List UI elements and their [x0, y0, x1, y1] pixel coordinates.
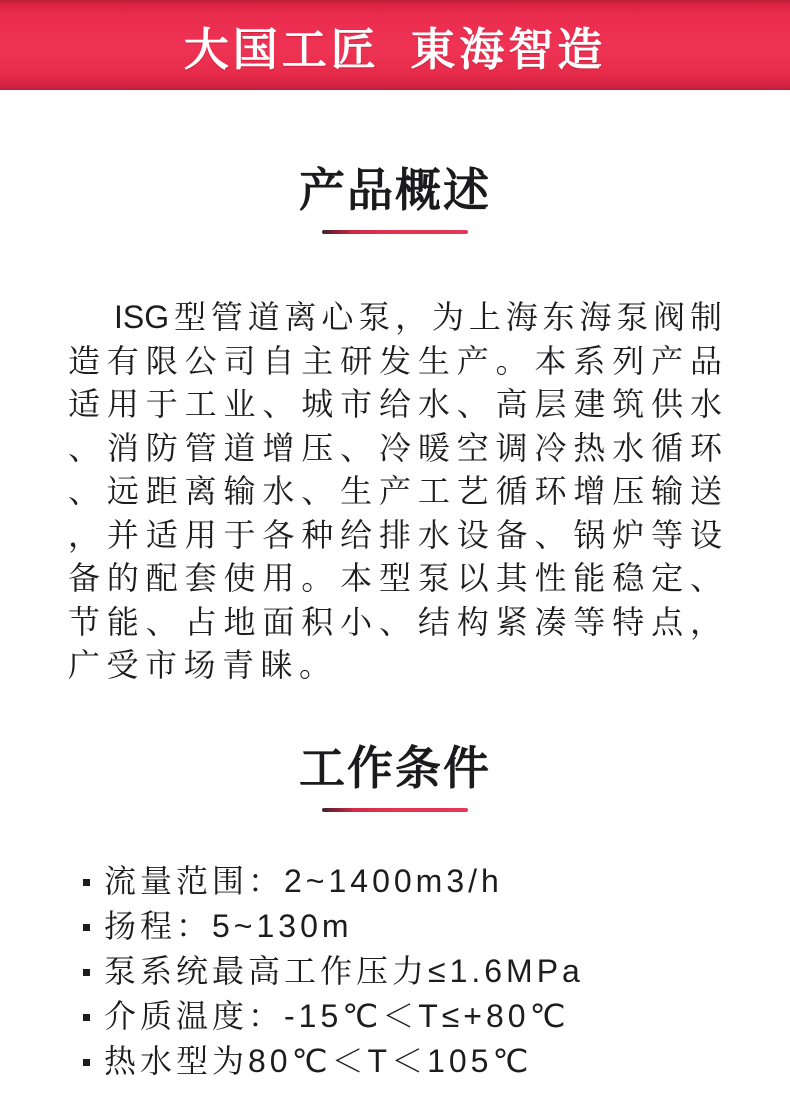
overview-paragraph: [68, 296, 722, 688]
overview-title-underline: [322, 230, 468, 234]
paragraph-line: 、消防管道增压、冷暖空调冷热水循环: [68, 429, 722, 466]
section-working-conditions: [0, 742, 790, 1084]
condition-text: 热水型为80℃＜T＜105℃: [104, 1042, 533, 1079]
paragraph-line: 备的配套使用。本型泵以其性能稳定、: [68, 560, 722, 596]
banner: [0, 0, 790, 90]
conditions-section-title: 工作条件: [299, 741, 491, 794]
bullet-marker-icon: [83, 1059, 90, 1066]
paragraph-line: ISG型管道离心泵，为上海东海泵阀制: [114, 299, 722, 335]
condition-item: [83, 859, 790, 904]
overview-section-title: 产品概述: [299, 164, 491, 216]
banner-title: 大国工匠 東海智造: [183, 23, 607, 75]
paragraph-line: 造有限公司自主研发生产。本系列产品: [68, 342, 722, 379]
condition-item: [83, 904, 790, 949]
bullet-marker-icon: [83, 969, 90, 976]
condition-text: 扬程：5~130m: [104, 907, 353, 944]
paragraph-line: ，并适用于各种给排水设备、锅炉等设: [68, 516, 722, 553]
condition-item: [83, 949, 790, 994]
section-product-overview: [0, 164, 790, 688]
paragraph-line: 广受市场青睐。: [68, 647, 338, 683]
paragraph-line: 、远距离输水、生产工艺循环增压输送: [68, 473, 722, 509]
condition-item: [83, 1039, 790, 1084]
condition-text: 泵系统最高工作压力≤1.6MPa: [104, 952, 584, 989]
bullet-marker-icon: [83, 1014, 90, 1021]
paragraph-line: 节能、占地面积小、结构紧凑等特点，: [68, 603, 722, 640]
conditions-list: [83, 859, 790, 1084]
bullet-marker-icon: [83, 879, 90, 886]
condition-item: [83, 994, 790, 1039]
condition-text: 流量范围：2~1400m3/h: [104, 862, 503, 899]
paragraph-line: 适用于工业、城市给水、高层建筑供水: [68, 386, 722, 422]
bullet-marker-icon: [83, 924, 90, 931]
condition-text: 介质温度：-15℃＜T≤+80℃: [104, 997, 570, 1034]
conditions-title-underline: [322, 808, 468, 812]
